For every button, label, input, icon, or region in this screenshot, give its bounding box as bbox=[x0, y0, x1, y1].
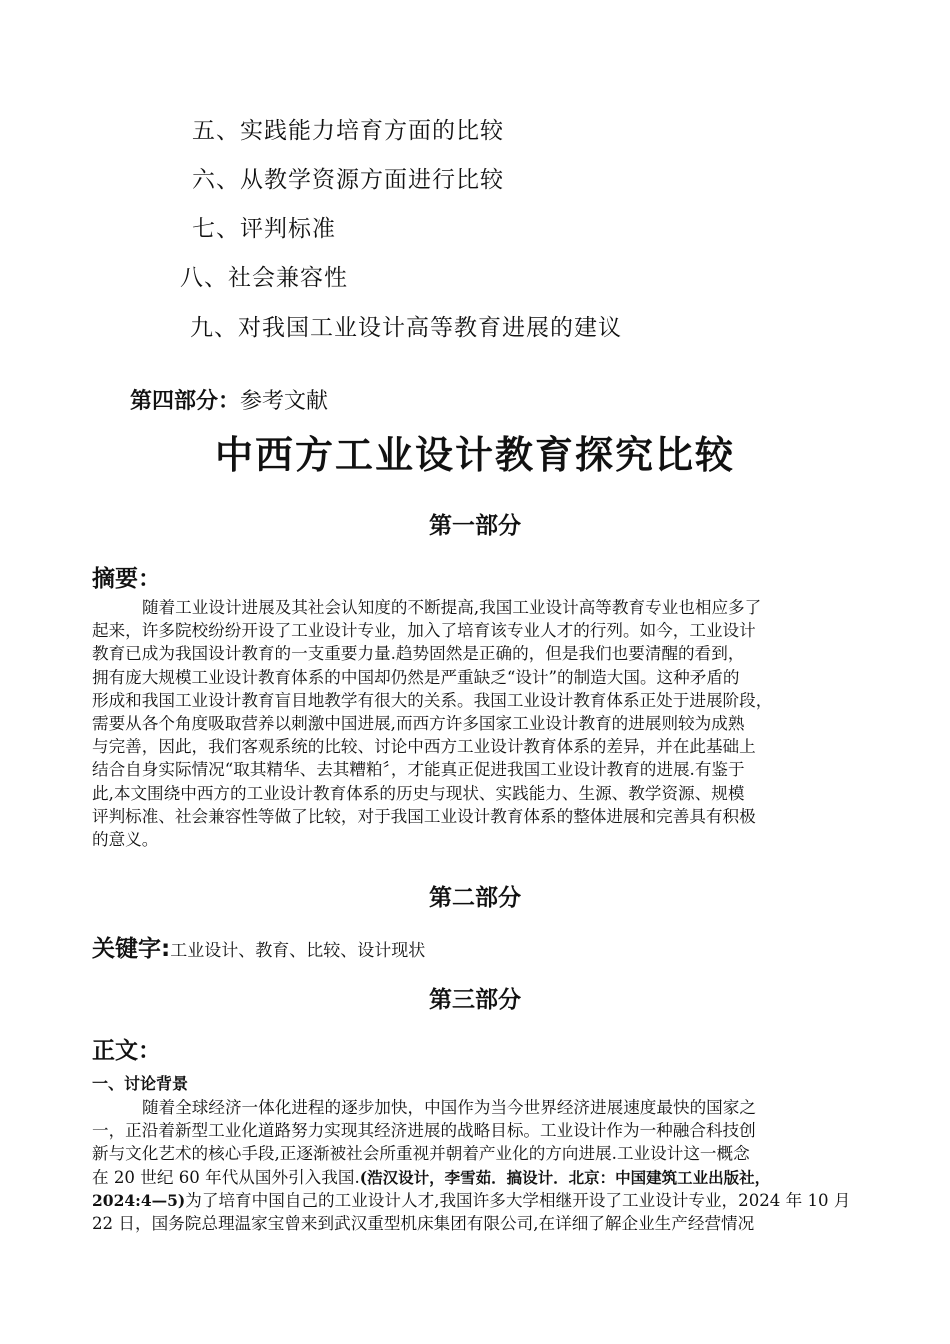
toc-item-8: 八、社会兼容性 bbox=[180, 265, 348, 291]
toc-item-5: 五、实践能力培育方面的比较 bbox=[192, 118, 504, 144]
abstract-paragraph bbox=[92, 596, 862, 851]
part4-label: 第四部分： bbox=[130, 388, 241, 414]
toc-item-6: 六、从教学资源方面进行比较 bbox=[192, 167, 504, 193]
part4-heading bbox=[130, 384, 328, 415]
abstract-line: 此,本文围绕中西方的工业设计教育体系的历史与现状、实践能力、生源、教学资源、规模 bbox=[92, 783, 745, 803]
body-line: 新与文化艺术的核心手段,正逐渐被社会所重视并朝着产业化的方向进展.工业设计这一概念 bbox=[92, 1144, 750, 1164]
section-heading-1: 第一部分 bbox=[429, 512, 521, 539]
body-line bbox=[92, 1189, 862, 1212]
citation: 2024:4—5) bbox=[92, 1190, 186, 1210]
abstract-label: 摘要： bbox=[92, 566, 161, 592]
body-line: 一，正沿着新型工业化道路努力实现其经济进展的战略目标。工业设计作为一种融合科技创 bbox=[92, 1121, 756, 1141]
keywords-row bbox=[92, 930, 425, 963]
body-line bbox=[92, 1166, 862, 1189]
toc-item-9: 九、对我国工业设计高等教育进展的建议 bbox=[190, 315, 622, 341]
abstract-line: 教育已成为我国设计教育的一支重要力量.趋势固然是正确的，但是我们也要清醒的看到， bbox=[92, 644, 745, 664]
body-paragraph bbox=[92, 1096, 862, 1235]
document-title: 中西方工业设计教育探究比较 bbox=[214, 432, 735, 477]
abstract-line: 拥有庞大规模工业设计教育体系的中国却仍然是严重缺乏“设计”的制造大国。这种矛盾的 bbox=[92, 667, 740, 687]
abstract-line: 随着工业设计进展及其社会认知度的不断提高,我国工业设计高等教育专业也相应多了 bbox=[142, 598, 762, 617]
keywords-label: 关键字: bbox=[92, 936, 171, 962]
subsection-heading: 一、讨论背景 bbox=[92, 1074, 189, 1093]
part4-text: 参考文献 bbox=[240, 389, 329, 414]
abstract-line: 评判标准、社会兼容性等做了比较，对于我国工业设计教育体系的整体进展和完善具有积极 bbox=[92, 806, 756, 826]
abstract-line: 结合自身实际情况“取其精华、去其糟粕〞，才能真正促进我国工业设计教育的进展.有鉴于 bbox=[92, 760, 745, 780]
body-line-text: 在 20 世纪 60 年代从国外引入我国. bbox=[92, 1167, 360, 1187]
abstract-line: 需要从各个角度吸取营养以刺激中国进展,而西方许多国家工业设计教育的进展则较为成熟 bbox=[92, 714, 745, 734]
toc-item-7: 七、评判标准 bbox=[192, 216, 336, 242]
abstract-line: 的意义。 bbox=[92, 830, 159, 850]
citation: (浩汉设计，李雪茹．搞设计．北京：中国建筑工业出版社， bbox=[359, 1167, 771, 1187]
keywords-value: 工业设计、教育、比较、设计现状 bbox=[170, 941, 426, 961]
section-heading-2: 第二部分 bbox=[429, 884, 521, 911]
section-heading-3: 第三部分 bbox=[429, 986, 521, 1013]
abstract-line: 起来，许多院校纷纷开设了工业设计专业，加入了培育该专业人才的行列。如今，工业设计 bbox=[92, 621, 756, 641]
body-line: 22 日，国务院总理温家宝曾来到武汉重型机床集团有限公司,在详细了解企业生产经营情况 bbox=[92, 1214, 755, 1234]
abstract-line: 与完善，因此，我们客观系统的比较、讨论中西方工业设计教育体系的差异，并在此基础上 bbox=[92, 737, 756, 757]
body-line: 随着全球经济一体化进程的逐步加快，中国作为当今世界经济进展速度最快的国家之 bbox=[142, 1098, 756, 1117]
abstract-line: 形成和我国工业设计教育盲目地教学有很大的关系。我国工业设计教育体系正处于进展阶段， bbox=[92, 690, 773, 710]
body-line-text: 为了培育中国自己的工业设计人才,我国许多大学相继开设了工业设计专业，2024 年 10 月 bbox=[185, 1190, 851, 1210]
body-label: 正文： bbox=[92, 1038, 161, 1064]
